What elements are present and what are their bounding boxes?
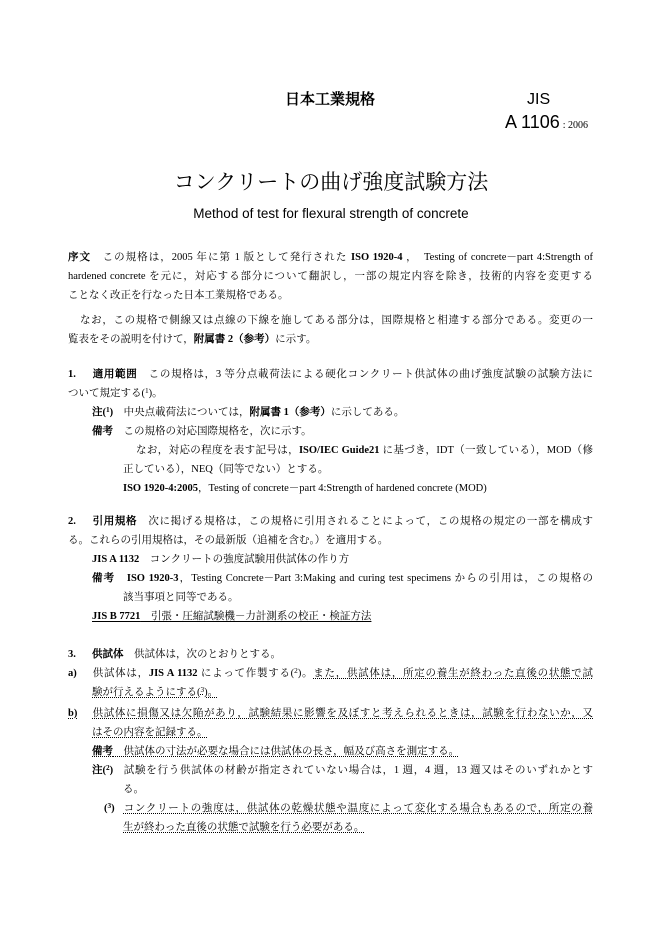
referenced-standard bbox=[68, 607, 593, 626]
section-heading-line bbox=[68, 365, 593, 384]
bold-text-run: JIS A 1132 bbox=[92, 554, 140, 565]
note-2 bbox=[68, 761, 593, 780]
note-label bbox=[104, 799, 123, 818]
item-text bbox=[92, 708, 593, 719]
text-run: hardened concrete を元に，対応する部分について翻訳し，一部の規定内容を除き，技術的内容を変更する bbox=[68, 271, 593, 282]
remark bbox=[68, 742, 593, 761]
section-heading: 引用規格 bbox=[92, 516, 138, 527]
text-run: なお，対応の程度を表す記号は， bbox=[136, 445, 299, 456]
section-heading-line bbox=[68, 645, 593, 664]
list-item-a bbox=[68, 664, 593, 683]
note-3 bbox=[68, 799, 593, 818]
bold-text-run: ISO 1920-4:2005 bbox=[123, 483, 198, 494]
text-run: )。 bbox=[297, 668, 314, 679]
standard-type-heading: 日本工業規格 bbox=[285, 91, 376, 108]
dotted-underlined-text-run: また，供試体は，所定の養生が終わった直後の状態で試 bbox=[313, 668, 594, 679]
section-2-normative-references bbox=[68, 512, 593, 626]
document-body bbox=[68, 248, 593, 837]
text-run: )。 bbox=[148, 388, 163, 399]
note-reference-superscript: 3 bbox=[107, 800, 112, 810]
text-run: ついて規定する( bbox=[68, 388, 145, 399]
bold-text-run: ( bbox=[104, 803, 108, 814]
text-run: に示してある。 bbox=[330, 407, 405, 418]
bold-text-run: 備考 bbox=[92, 426, 113, 437]
section-text-line bbox=[68, 384, 593, 403]
note-text bbox=[123, 765, 593, 776]
text-run: ， Testing of concrete－part 4:Strength of bbox=[402, 252, 594, 263]
section-number: 3. bbox=[68, 649, 76, 660]
text-run: コンクリートの強度試験用供試体の作り方 bbox=[139, 554, 350, 565]
corresponding-international-standard bbox=[68, 479, 593, 498]
preface-line bbox=[68, 286, 593, 305]
text-run: 中央点載荷法については， bbox=[113, 407, 250, 418]
dotted-underlined-text-run: コンクリートの強度は，供試体の乾燥状態や温度によって変化する場合もあるので，所定の養 bbox=[123, 803, 593, 814]
item-text bbox=[92, 665, 594, 679]
item-label: b) bbox=[68, 708, 78, 719]
remark-text-line bbox=[68, 460, 593, 479]
text-run: に基づき，IDT（一致している），MOD（修 bbox=[379, 445, 594, 456]
section-number: 1. bbox=[68, 369, 76, 380]
remark-text-line bbox=[68, 441, 593, 460]
text-run bbox=[115, 573, 127, 584]
bold-text-run: ISO 1920-3 bbox=[126, 573, 179, 584]
text-run: 供試体は，次のとおりとする。 bbox=[123, 649, 281, 660]
note-1 bbox=[68, 403, 593, 422]
underlined-text-run: JIS B 7721 bbox=[92, 611, 141, 622]
remark-intro bbox=[68, 422, 593, 441]
item-label: a) bbox=[68, 668, 77, 679]
preface-line bbox=[68, 267, 593, 286]
text-run: によって作製する( bbox=[197, 668, 295, 679]
dotted-underlined-text-run: )。 bbox=[204, 687, 219, 698]
note-reference-superscript: 1 bbox=[145, 385, 149, 395]
dotted-underlined-text-run: 生が終わった直後の状態で試験を行う必要がある。 bbox=[123, 822, 365, 833]
note-reference-superscript: 1 bbox=[106, 404, 110, 414]
bold-text-run: 附属書 1（参考） bbox=[249, 407, 331, 418]
note-label bbox=[92, 761, 123, 780]
bold-text-run: 序文 bbox=[68, 252, 92, 263]
text-run: なお，この規格で側線又は点線の下線を施してある部分は，国際規格と相違する部分である。変更の一 bbox=[80, 315, 593, 326]
section-text bbox=[137, 369, 593, 380]
text-run: この規格は，3 等分点載荷法による硬化コンクリート供試体の曲げ強度試験の試験方法に bbox=[137, 369, 593, 380]
preface-line bbox=[68, 330, 593, 349]
referenced-standard bbox=[68, 550, 593, 569]
list-item-b bbox=[68, 704, 593, 723]
section-heading: 供試体 bbox=[92, 649, 124, 660]
text-run: 次に掲げる規格は，この規格に引用されることによって，この規格の規定の一部を構成す bbox=[137, 516, 594, 527]
dotted-underlined-text-run: 供試体に損傷又は欠陥があり，試験結果に影響を及ぼすと考えられるときは，試験を行わないか，又 bbox=[92, 708, 593, 719]
preface bbox=[68, 248, 593, 349]
text-run: 試験を行う供試体の材齢が指定されていない場合は，1 週，4 週，13 週又はそのいずれかとす bbox=[123, 765, 593, 776]
text-run: に示す。 bbox=[275, 334, 317, 345]
text-run: ことなく改正を行なった日本工業規格である。 bbox=[68, 290, 289, 301]
bold-text-run: ISO 1920-4 bbox=[351, 252, 403, 263]
text-run: この規格は，2005 年に第 1 版として発行された bbox=[91, 252, 352, 263]
standard-number-code: A 1106 bbox=[505, 112, 560, 132]
document-title-english: Method of test for flexural strength of concrete bbox=[193, 206, 469, 221]
text-run: 正している），NEQ（同等でない）とする。 bbox=[123, 464, 329, 475]
note-reference-superscript: 2 bbox=[106, 762, 110, 772]
remark-line bbox=[68, 569, 593, 588]
text-run: ，Testing Concrete－Part 3:Making and curing test specimens からの引用は，この規格の bbox=[178, 573, 593, 584]
bold-text-run: ) bbox=[109, 765, 114, 776]
item-text-line bbox=[68, 683, 593, 702]
bold-text-run: 備考 bbox=[92, 573, 116, 584]
underlined-text-run: 引張・圧縮試験機－力計測系の校正・検証方法 bbox=[140, 611, 372, 622]
note-reference-superscript: 3 bbox=[200, 684, 205, 694]
dotted-underlined-text-run: はその内容を記録する。 bbox=[92, 727, 208, 738]
text-run: この規格の対応国際規格を，次に示す。 bbox=[113, 426, 312, 437]
section-1-scope bbox=[68, 365, 593, 498]
bold-text-run: ) bbox=[109, 407, 114, 418]
note-text-line bbox=[68, 780, 593, 799]
jis-mark: JIS bbox=[527, 91, 551, 108]
bold-text-run: ISO/IEC Guide21 bbox=[298, 445, 380, 456]
section-text bbox=[124, 649, 282, 660]
preface-line bbox=[68, 248, 593, 267]
text-run: る。これらの引用規格は，その最新版（追補を含む。）を適用する。 bbox=[68, 535, 389, 546]
dotted-underlined-text-run: 供試体の寸法が必要な場合には供試体の長さ，幅及び高さを測定する。 bbox=[113, 746, 460, 757]
item-text-line bbox=[68, 723, 593, 742]
section-heading-line bbox=[68, 512, 593, 531]
bold-text-run: ) bbox=[111, 803, 115, 814]
preface-line bbox=[68, 311, 593, 330]
dotted-underlined-text-run: 験が行えるようにする( bbox=[92, 687, 201, 698]
remark-line bbox=[68, 588, 593, 607]
text-run: 供試体は， bbox=[92, 668, 149, 679]
text-run: 該当事項と同等である。 bbox=[123, 592, 239, 603]
section-number: 2. bbox=[68, 516, 76, 527]
note-text bbox=[123, 803, 593, 814]
section-heading: 適用範囲 bbox=[92, 369, 138, 380]
document-title: コンクリートの曲げ強度試験方法 bbox=[173, 171, 489, 194]
note-reference-superscript: 2 bbox=[294, 665, 298, 675]
section-3-specimens bbox=[68, 645, 593, 837]
bold-text-run: JIS A 1132 bbox=[148, 668, 198, 679]
section-text bbox=[137, 516, 593, 527]
standard-year: : 2006 bbox=[562, 120, 589, 131]
dotted-underlined-text-run: 備考 bbox=[92, 746, 113, 757]
text-run: 覧表をその説明を付けて， bbox=[68, 334, 194, 345]
section-text-line bbox=[68, 531, 593, 550]
bold-text-run: 注( bbox=[92, 407, 106, 418]
text-run: ，Testing of concrete－part 4:Strength of hardened concrete (MOD) bbox=[197, 483, 487, 494]
text-run: る。 bbox=[123, 784, 144, 795]
standard-number bbox=[505, 112, 588, 136]
bold-text-run: 附属書 2（参考） bbox=[193, 334, 276, 345]
note-text-line bbox=[68, 818, 593, 837]
bold-text-run: 注( bbox=[92, 765, 106, 776]
